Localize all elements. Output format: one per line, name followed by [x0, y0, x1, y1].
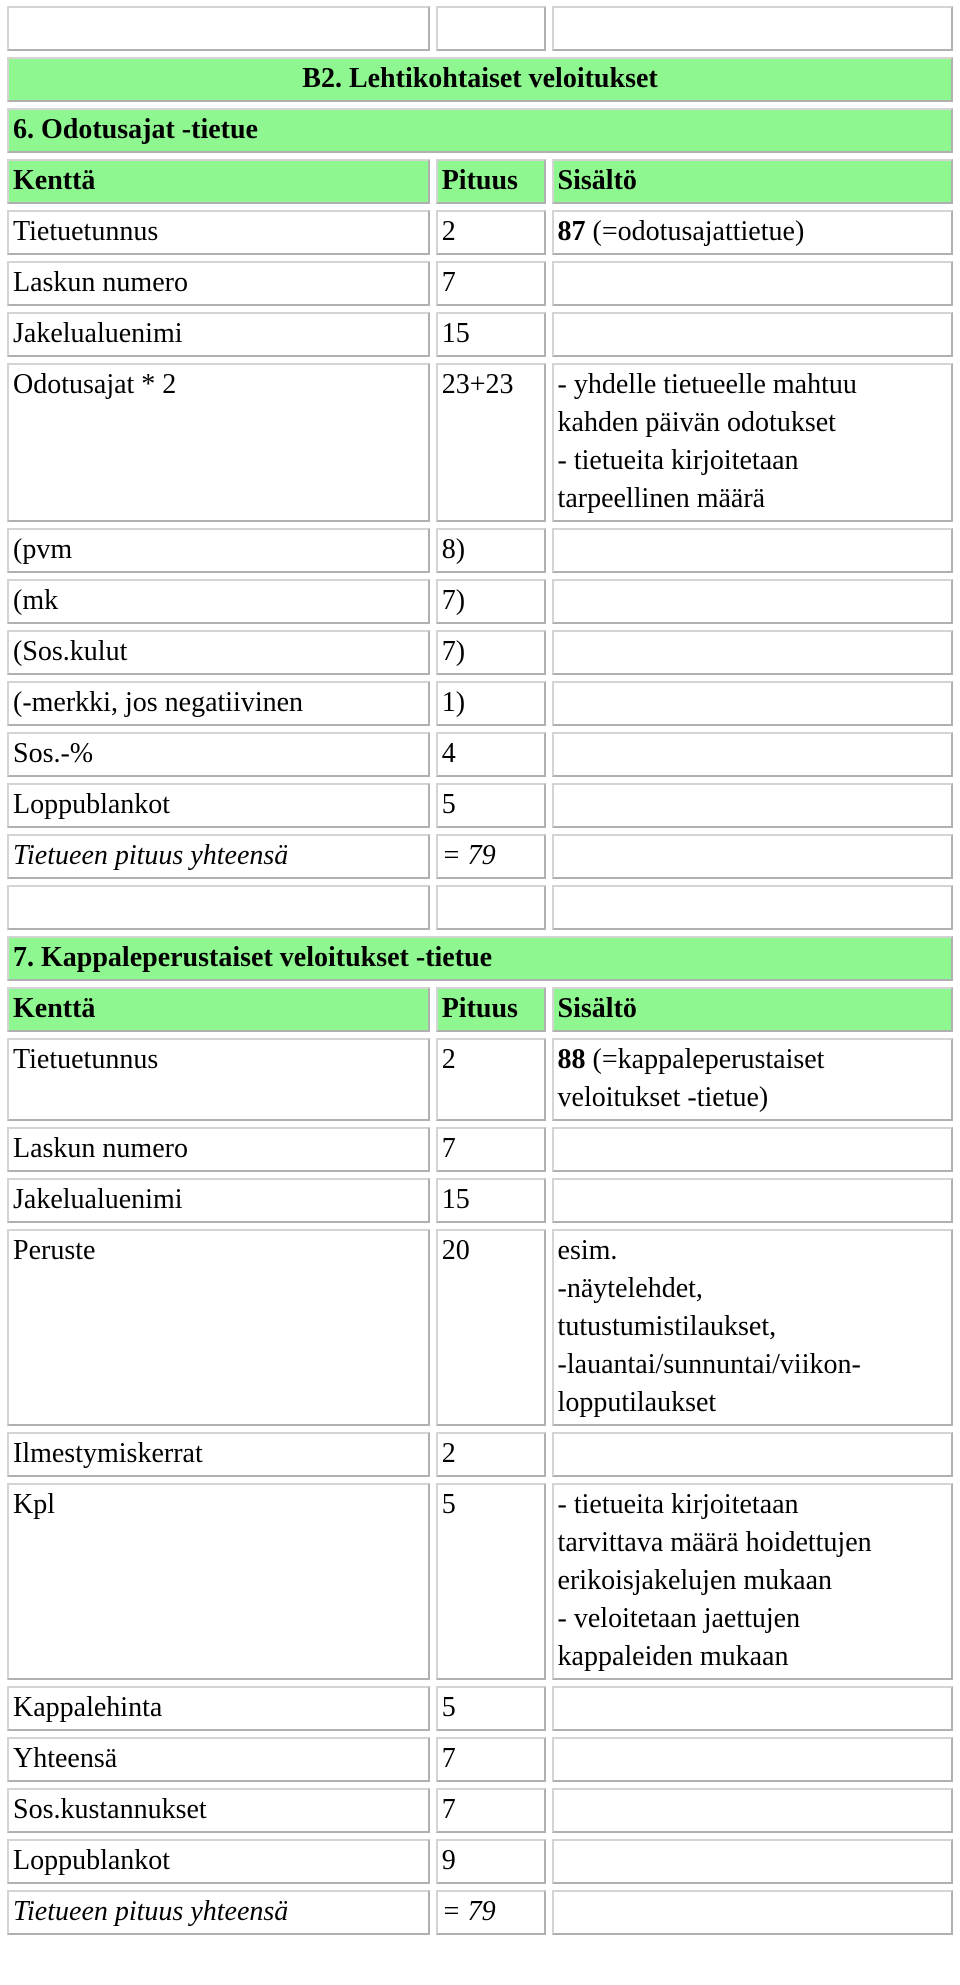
field-cell: Jakelualuenimi	[7, 312, 430, 357]
record-code: 88	[557, 1044, 586, 1075]
content-cell	[552, 261, 953, 306]
table-row	[7, 1229, 953, 1426]
field-cell: Sos.-%	[7, 732, 430, 777]
content-line: tarpeellinen määrä	[557, 483, 766, 514]
content-cell	[552, 681, 953, 726]
content-line: kappaleiden mukaan	[557, 1641, 789, 1672]
field-cell: (mk	[7, 579, 430, 624]
field-cell: (Sos.kulut	[7, 630, 430, 675]
table-row	[7, 312, 953, 357]
total-label: Tietueen pituus yhteensä	[7, 1890, 430, 1935]
table-row	[7, 783, 953, 828]
header-field: Kenttä	[7, 159, 430, 204]
length-cell: 8)	[436, 528, 546, 573]
table-row	[7, 1839, 953, 1884]
total-value: = 79	[436, 834, 546, 879]
table-row	[7, 1737, 953, 1782]
length-cell: 7	[436, 1788, 546, 1833]
record7-header-row	[7, 987, 953, 1032]
total-value: = 79	[436, 1890, 546, 1935]
length-cell: 5	[436, 1686, 546, 1731]
field-cell: Tietuetunnus	[7, 1038, 430, 1121]
table-row	[7, 261, 953, 306]
content-line: tutustumistilaukset,	[557, 1311, 777, 1342]
content-text: (=kappaleperustaiset	[585, 1044, 825, 1075]
field-cell: Tietuetunnus	[7, 210, 430, 255]
content-cell	[552, 783, 953, 828]
content-line: veloitukset -tietue)	[557, 1082, 769, 1113]
field-cell: Loppublankot	[7, 1839, 430, 1884]
table-row	[7, 1788, 953, 1833]
content-text: (=odotusajattietue)	[585, 216, 805, 247]
field-cell: (-merkki, jos negatiivinen	[7, 681, 430, 726]
content-cell	[552, 834, 953, 879]
header-length: Pituus	[436, 159, 546, 204]
length-cell: 7	[436, 261, 546, 306]
content-cell	[552, 732, 953, 777]
table-row	[7, 579, 953, 624]
content-cell	[552, 579, 953, 624]
length-cell: 23+23	[436, 363, 546, 522]
record-code: 87	[557, 216, 586, 247]
spacer-row	[7, 6, 953, 51]
content-line: esim.	[557, 1235, 618, 1266]
content-cell	[552, 210, 953, 255]
content-cell	[552, 1432, 953, 1477]
section-title-row	[7, 57, 953, 102]
header-content: Sisältö	[552, 159, 953, 204]
total-label: Tietueen pituus yhteensä	[7, 834, 430, 879]
length-cell: 5	[436, 1483, 546, 1680]
record6-header-row	[7, 159, 953, 204]
content-line: -näytelehdet,	[557, 1273, 703, 1304]
table-row	[7, 630, 953, 675]
field-cell: Yhteensä	[7, 1737, 430, 1782]
length-cell: 20	[436, 1229, 546, 1426]
content-line: erikoisjakelujen mukaan	[557, 1565, 833, 1596]
table-row	[7, 1127, 953, 1172]
content-cell	[552, 1890, 953, 1935]
table-row	[7, 1038, 953, 1121]
content-line: lopputilaukset	[557, 1387, 717, 1418]
content-line: kahden päivän odotukset	[557, 407, 836, 438]
length-cell: 9	[436, 1839, 546, 1884]
field-cell: Loppublankot	[7, 783, 430, 828]
record-spec-table	[1, 0, 959, 1941]
table-row	[7, 1483, 953, 1680]
total-row	[7, 834, 953, 879]
content-cell	[552, 1178, 953, 1223]
length-cell: 7)	[436, 630, 546, 675]
content-cell	[552, 1038, 953, 1121]
field-cell: Laskun numero	[7, 261, 430, 306]
field-cell: Jakelualuenimi	[7, 1178, 430, 1223]
field-cell: Laskun numero	[7, 1127, 430, 1172]
content-cell	[552, 528, 953, 573]
table-row	[7, 1432, 953, 1477]
content-cell	[552, 1483, 953, 1680]
content-line: -lauantai/sunnuntai/viikon-	[557, 1349, 861, 1380]
spacer-row	[7, 885, 953, 930]
length-cell: 15	[436, 312, 546, 357]
length-cell: 2	[436, 210, 546, 255]
content-cell	[552, 1788, 953, 1833]
content-line: - veloitetaan jaettujen	[557, 1603, 801, 1634]
record6-title-row	[7, 108, 953, 153]
length-cell: 2	[436, 1432, 546, 1477]
content-line: - yhdelle tietueelle mahtuu	[557, 369, 857, 400]
header-length: Pituus	[436, 987, 546, 1032]
content-cell	[552, 363, 953, 522]
total-row	[7, 1890, 953, 1935]
table-row	[7, 210, 953, 255]
content-cell	[552, 1839, 953, 1884]
length-cell: 7	[436, 1737, 546, 1782]
length-cell: 4	[436, 732, 546, 777]
header-content: Sisältö	[552, 987, 953, 1032]
table-row	[7, 363, 953, 522]
field-cell: Peruste	[7, 1229, 430, 1426]
content-cell	[552, 312, 953, 357]
record7-title-row	[7, 936, 953, 981]
record6-title: 6. Odotusajat -tietue	[7, 108, 953, 153]
length-cell: 7	[436, 1127, 546, 1172]
length-cell: 15	[436, 1178, 546, 1223]
table-row	[7, 1178, 953, 1223]
table-row	[7, 732, 953, 777]
header-field: Kenttä	[7, 987, 430, 1032]
field-cell: Kappalehinta	[7, 1686, 430, 1731]
field-cell: Sos.kustannukset	[7, 1788, 430, 1833]
field-cell: Kpl	[7, 1483, 430, 1680]
content-line: tarvittava määrä hoidettujen	[557, 1527, 872, 1558]
field-cell: (pvm	[7, 528, 430, 573]
content-cell	[552, 1686, 953, 1731]
content-line: - tietueita kirjoitetaan	[557, 1489, 799, 1520]
record7-title: 7. Kappaleperustaiset veloitukset -tietue	[7, 936, 953, 981]
content-cell	[552, 1127, 953, 1172]
content-line: - tietueita kirjoitetaan	[557, 445, 799, 476]
content-cell	[552, 630, 953, 675]
table-row	[7, 1686, 953, 1731]
length-cell: 5	[436, 783, 546, 828]
section-title: B2. Lehtikohtaiset veloitukset	[7, 57, 953, 102]
length-cell: 7)	[436, 579, 546, 624]
content-cell	[552, 1737, 953, 1782]
field-cell: Ilmestymiskerrat	[7, 1432, 430, 1477]
content-cell	[552, 1229, 953, 1426]
length-cell: 1)	[436, 681, 546, 726]
field-cell: Odotusajat * 2	[7, 363, 430, 522]
length-cell: 2	[436, 1038, 546, 1121]
table-row	[7, 528, 953, 573]
table-row	[7, 681, 953, 726]
